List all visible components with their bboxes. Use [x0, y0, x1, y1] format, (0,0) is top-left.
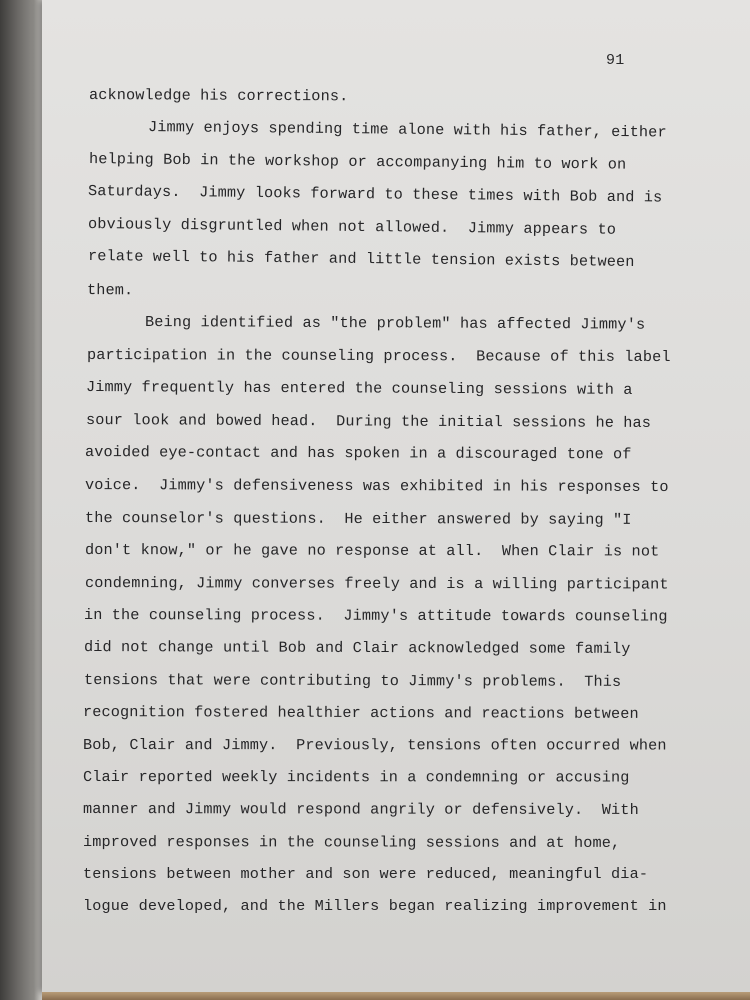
text-line: logue developed, and the Millers began realizing improvement in: [83, 897, 667, 915]
text-line: them.: [86, 281, 134, 300]
text-line: Clair reported weekly incidents in a condemning or accusing: [82, 768, 630, 787]
text-line: Being identified as "the problem" has affected Jimmy's: [144, 313, 646, 334]
text-line: tensions between mother and son were reduced, meaningful dia-: [83, 865, 649, 883]
desk-edge: [42, 992, 750, 1000]
body-text: [42, 0, 750, 992]
text-line: voice. Jimmy's defensiveness was exhibited in his responses to: [84, 476, 669, 497]
document-page: [42, 0, 750, 992]
text-line: avoided eye-contact and has spoken in a discouraged tone of: [84, 443, 632, 464]
text-line: manner and Jimmy would respond angrily or defensively. With: [82, 800, 639, 819]
text-line: helping Bob in the workshop or accompanying him to work on: [88, 150, 627, 174]
text-line: Jimmy enjoys spending time alone with his father, either: [147, 118, 667, 142]
text-line: tensions that were contributing to Jimmy's problems. This: [83, 671, 622, 691]
text-line: acknowledge his corrections.: [88, 86, 349, 106]
text-line: Saturdays. Jimmy looks forward to these times with Bob and is: [87, 182, 663, 207]
text-line: did not change until Bob and Clair acknowledged some family: [83, 638, 631, 658]
text-line: participation in the counseling process. Because of this label: [86, 346, 671, 367]
text-line: obviously disgruntled when not allowed. Jimmy appears to: [87, 215, 617, 239]
text-line: in the counseling process. Jimmy's attitude towards counseling: [83, 606, 668, 626]
page-number: 91: [606, 52, 625, 69]
text-line: condemning, Jimmy converses freely and is a willing participant: [84, 574, 669, 594]
text-line: sour look and bowed head. During the initial sessions he has: [85, 411, 652, 432]
text-line: improved responses in the counseling sessions and at home,: [82, 833, 621, 852]
text-line: don't know," or he gave no response at all. When Clair is not: [84, 541, 660, 561]
text-line: relate well to his father and little tension exists between: [87, 247, 635, 271]
text-line: Jimmy frequently has entered the counseling sessions with a: [85, 378, 633, 399]
text-line: recognition fostered healthier actions and reactions between: [82, 703, 639, 723]
text-line: the counselor's questions. He either answered by saying "I: [84, 509, 632, 529]
text-line: Bob, Clair and Jimmy. Previously, tensions often occurred when: [82, 736, 667, 755]
